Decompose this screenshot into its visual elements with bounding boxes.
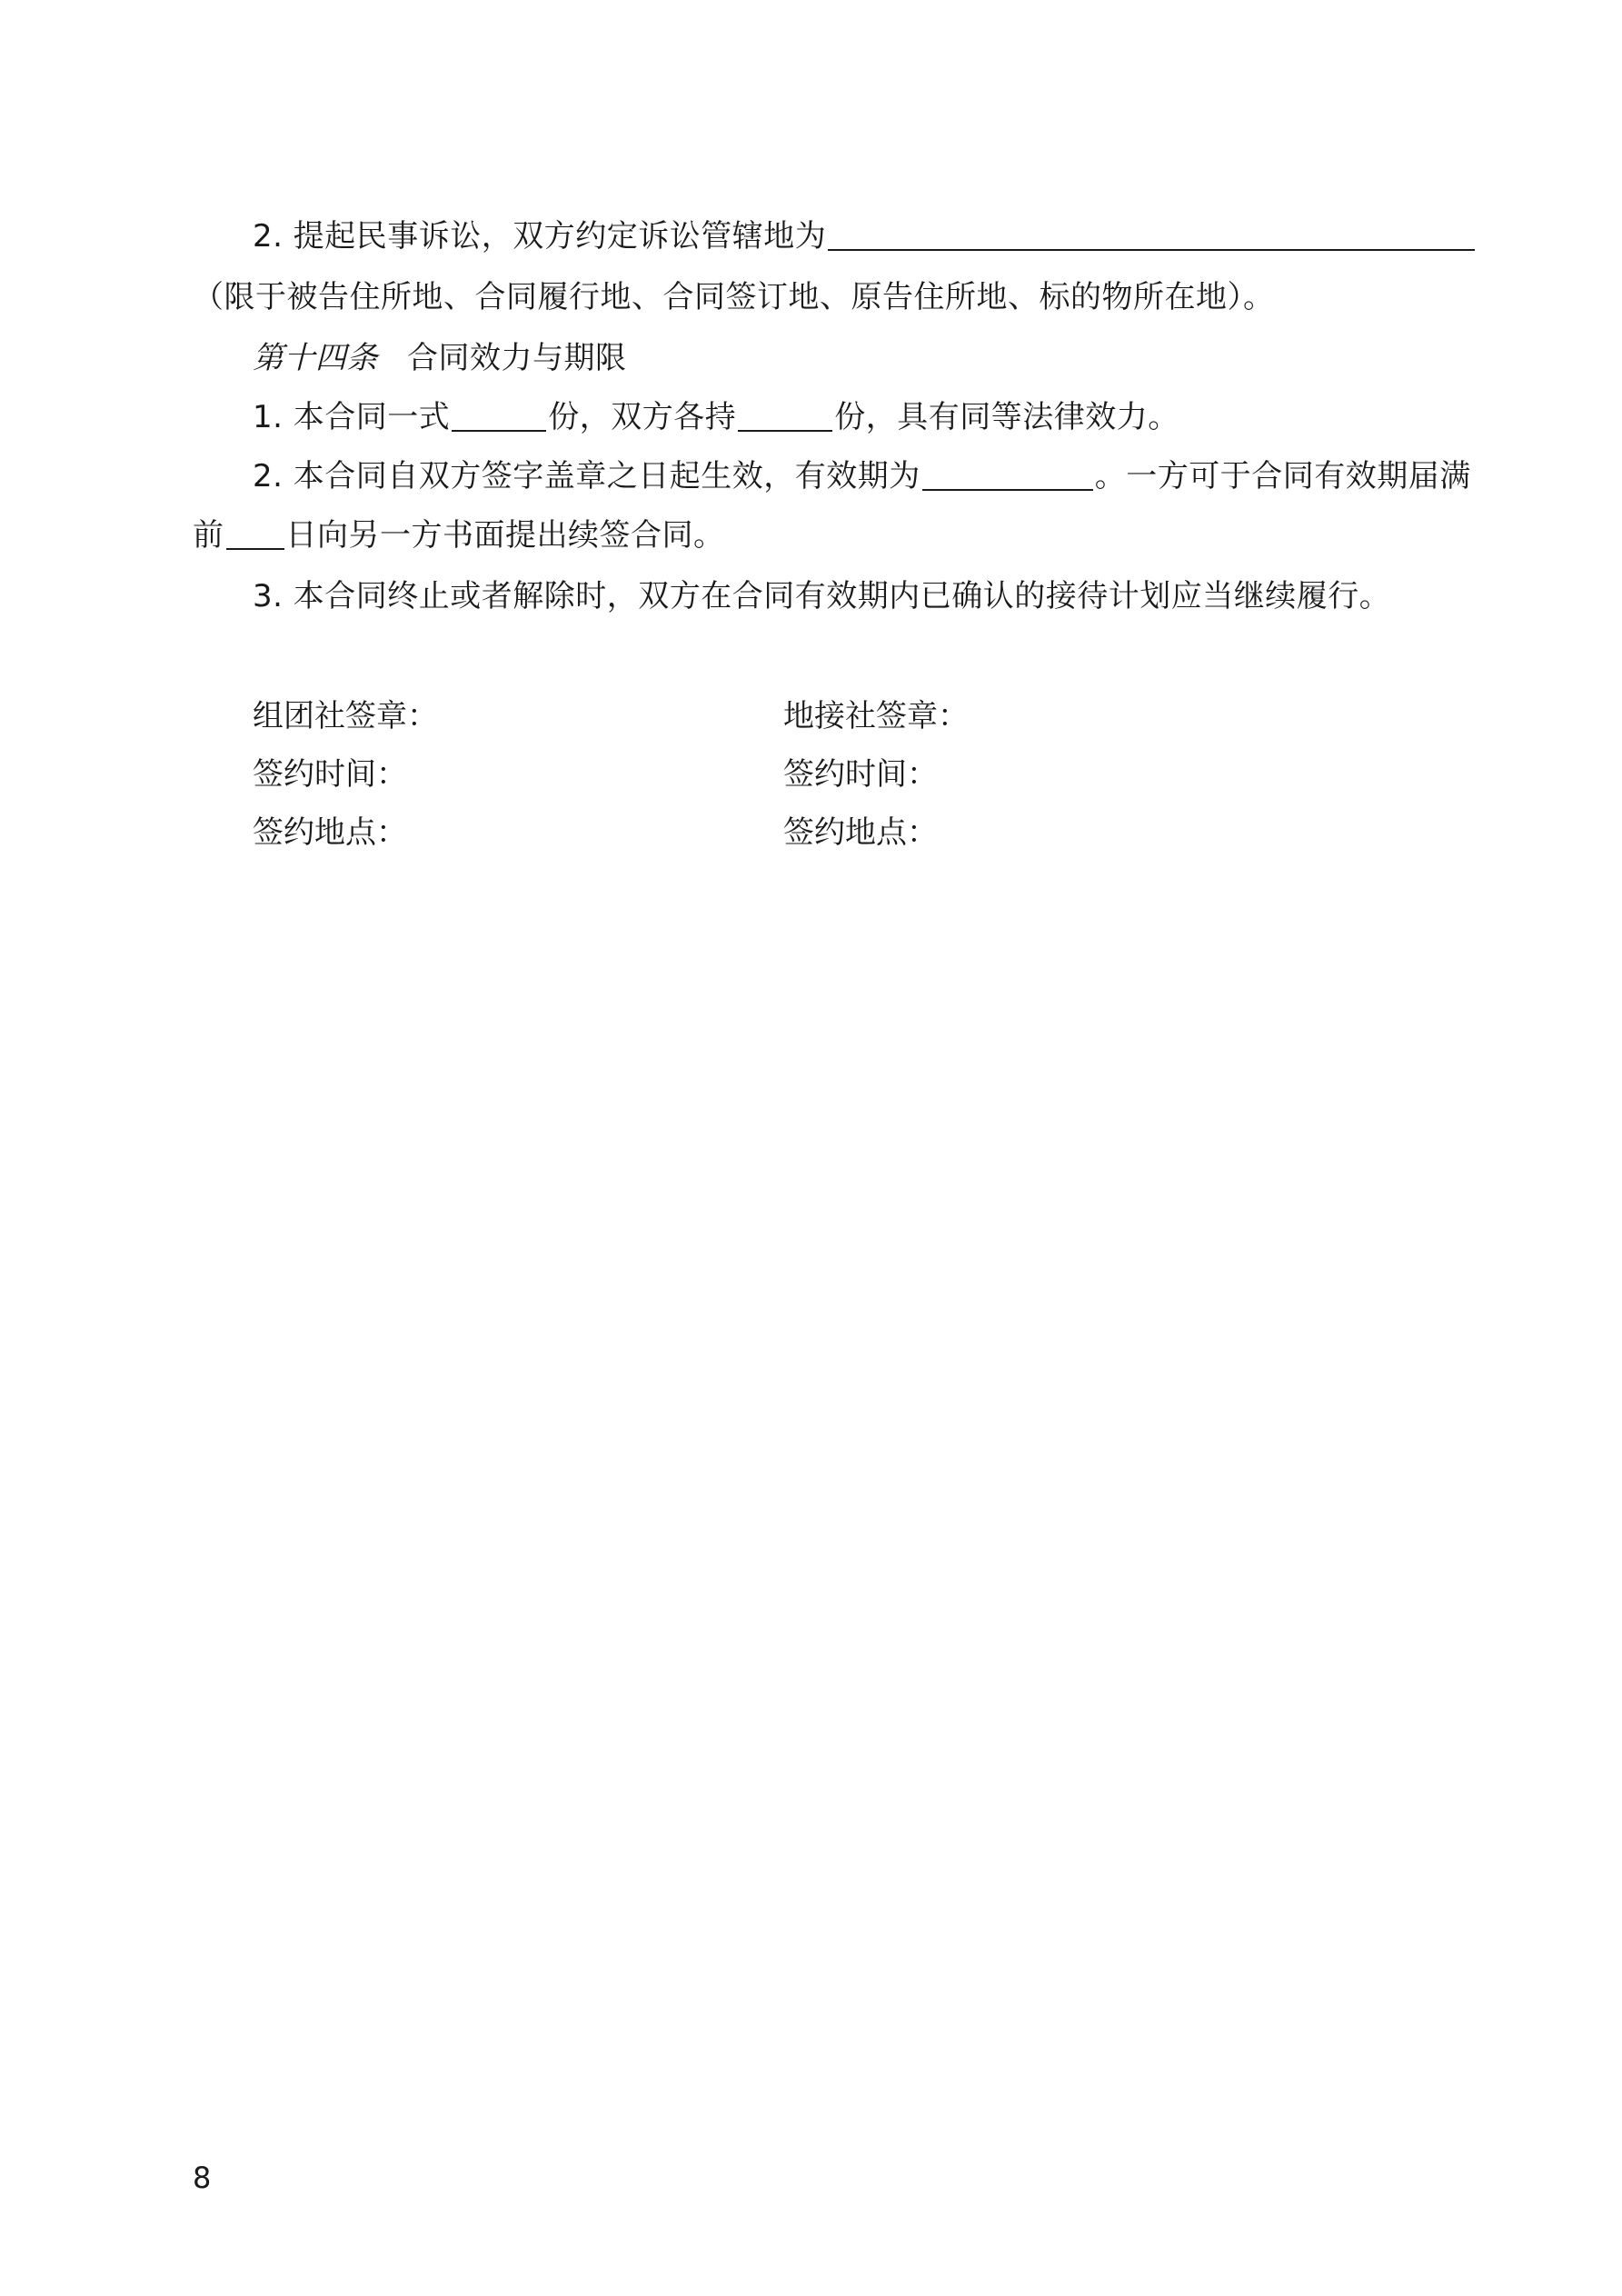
article-title: 合同效力与期限 (407, 340, 627, 376)
left-time-label: 签约时间： (253, 756, 407, 793)
validity-text-b: 。一方可于合同有效期届满 (1094, 458, 1471, 494)
renewal-text-a: 前 (193, 517, 224, 554)
article-heading (253, 336, 627, 380)
paragraph-validity (253, 454, 1471, 498)
jurisdiction-text: 2. 提起民事诉讼，双方约定诉讼管辖地为 (253, 218, 827, 255)
page-number: 8 (193, 2161, 212, 2195)
copies-text-c: 份，具有同等法律效力。 (834, 399, 1179, 435)
left-place-label: 签约地点： (253, 814, 407, 851)
copies-text-a: 1. 本合同一式 (253, 399, 451, 435)
paragraph-copies (253, 395, 1179, 439)
jurisdiction-note-text: （限于被告住所地、合同履行地、合同签订地、原告住所地、标的物所在地）。 (193, 279, 1275, 315)
validity-text-a: 2. 本合同自双方签字盖章之日起生效，有效期为 (253, 458, 920, 494)
right-place-label: 签约地点： (783, 814, 938, 851)
termination-text: 3. 本合同终止或者解除时，双方在合同有效期内已确认的接待计划应当继续履行。 (253, 578, 1391, 614)
paragraph-termination (253, 574, 1390, 618)
article-number: 第十四条 (253, 340, 378, 376)
copies-total-blank[interactable] (452, 397, 546, 432)
signature-block-right (783, 694, 969, 869)
paragraph-jurisdiction-note (193, 275, 1275, 319)
right-seal-label: 地接社签章： (783, 698, 969, 734)
renewal-days-blank[interactable] (226, 515, 284, 550)
signature-block-left (253, 694, 438, 869)
right-time-label: 签约时间： (783, 756, 938, 793)
copies-text-b: 份，双方各持 (548, 399, 737, 435)
paragraph-renewal (193, 514, 725, 557)
validity-period-blank[interactable] (922, 456, 1093, 491)
copies-each-blank[interactable] (738, 397, 832, 432)
paragraph-jurisdiction (253, 215, 1477, 258)
renewal-text-b: 日向另一方书面提出续签合同。 (285, 517, 725, 554)
left-seal-label: 组团社签章： (253, 698, 438, 734)
jurisdiction-blank[interactable] (828, 216, 1475, 251)
